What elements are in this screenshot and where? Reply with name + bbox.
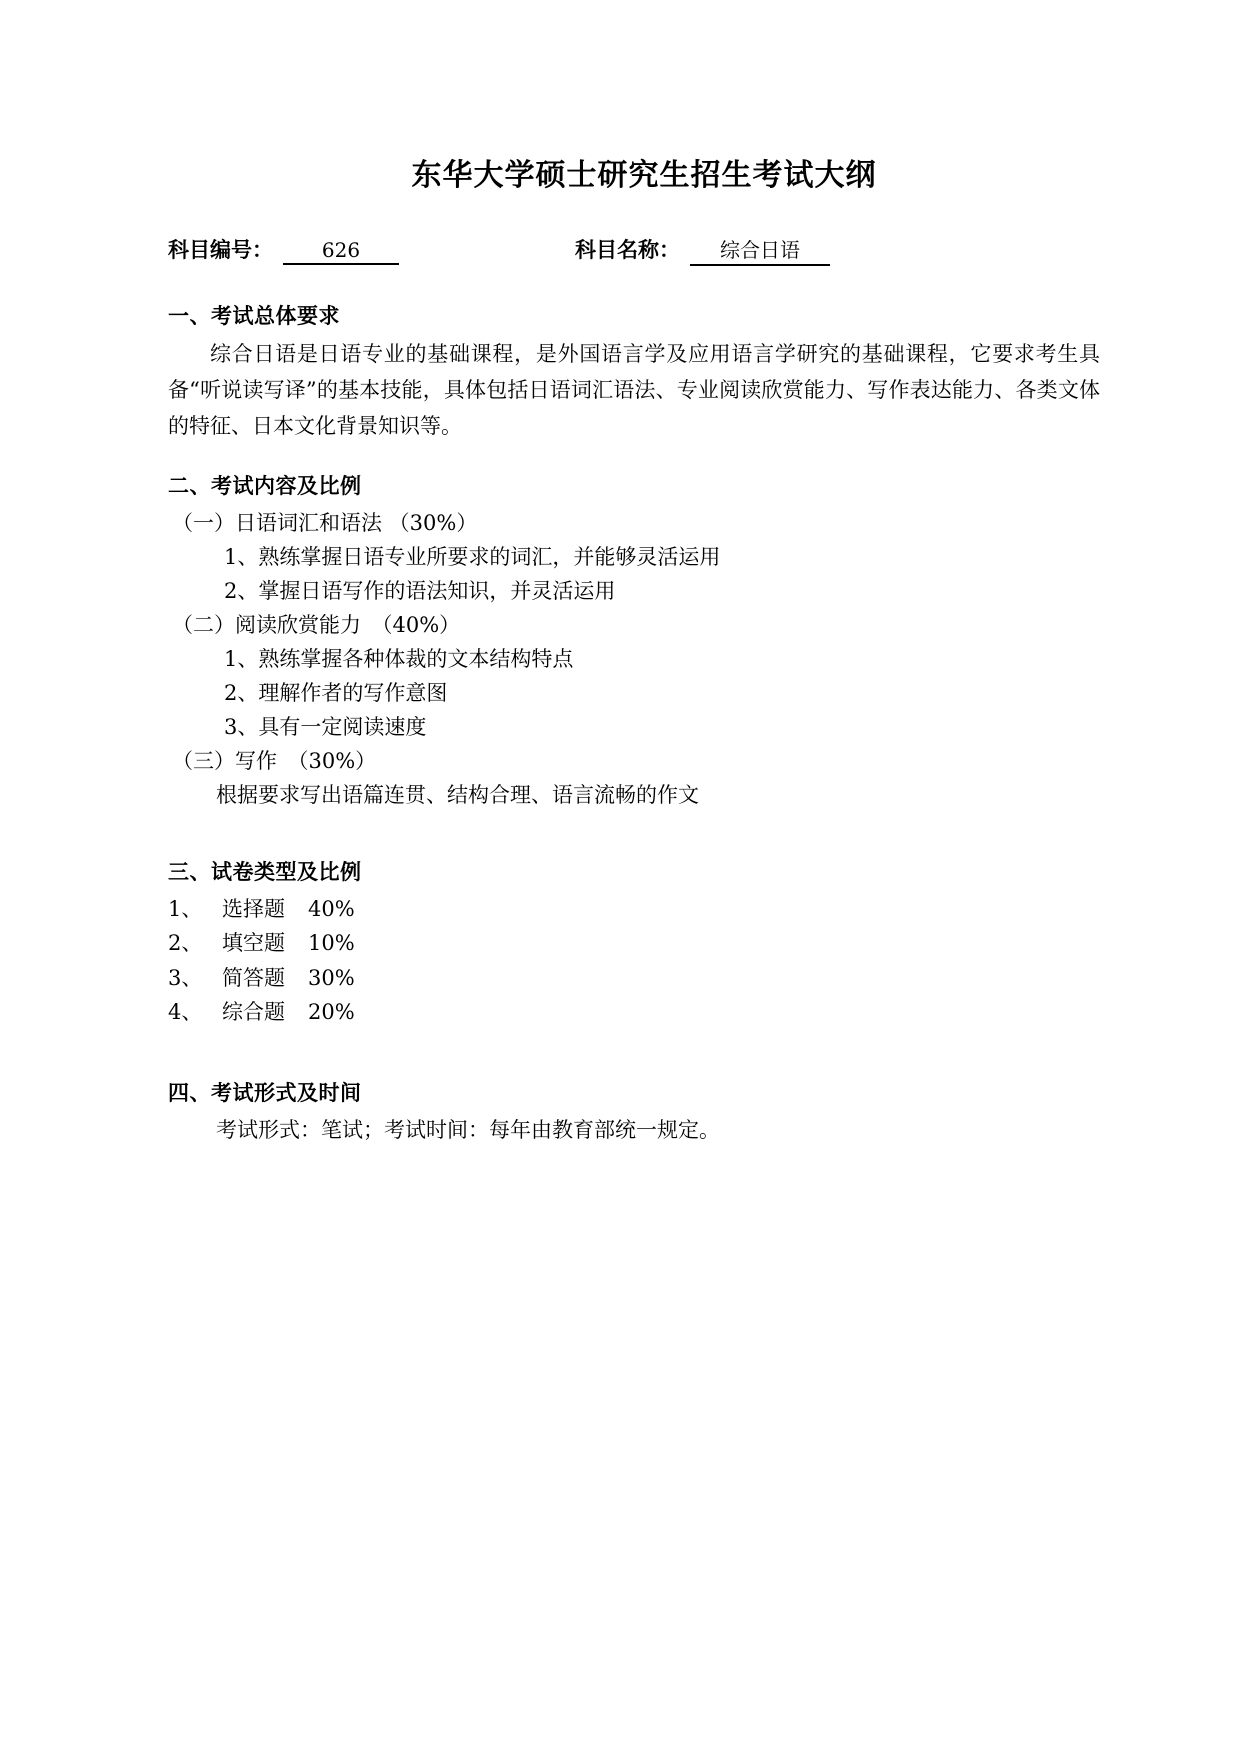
subject-meta-row: [168, 234, 1100, 266]
paper-type-number: 3、: [168, 965, 203, 990]
subject-name-block: [575, 234, 830, 266]
section-2-part-2-label: （二）阅读欣赏能力 （40%）: [172, 613, 461, 638]
section-2-part-1-item-2: 2、掌握日语写作的语法知识，并灵活运用: [224, 579, 616, 604]
section-heading-4: 四、考试形式及时间: [168, 1080, 362, 1105]
section-2-part-2-item-1: 1、熟练掌握各种体裁的文本结构特点: [224, 647, 574, 672]
section-2-part-2-item-3: 3、具有一定阅读速度: [224, 715, 427, 740]
page-title: 东华大学硕士研究生招生考试大纲: [411, 158, 877, 193]
paper-type-row: [168, 926, 1100, 960]
paper-type-row: [168, 961, 1100, 995]
paper-type-percent: 30%: [308, 965, 355, 990]
paper-type-row: [168, 995, 1100, 1029]
section-heading-1: 一、考试总体要求: [168, 304, 340, 328]
section-2-part-1-label: （一）日语词汇和语法 （30%）: [172, 511, 478, 536]
section-1-paragraph: 综合日语是日语专业的基础课程，是外国语言学及应用语言学研究的基础课程，它要求考生具备“听说读写译”的基本技能，具体包括日语词汇语法、专业阅读欣赏能力、写作表达能力、各类文体的特征、日本文化背景知识等。: [168, 342, 1100, 439]
section-heading-3: 三、试卷类型及比例: [168, 860, 362, 885]
paper-type-number: 1、: [168, 897, 203, 922]
subject-code-value: 626: [283, 238, 399, 265]
spacer: [168, 1029, 1100, 1051]
subject-name-label: 科目名称：: [575, 238, 680, 262]
subject-code-label: 科目编号：: [168, 238, 273, 262]
paper-type-percent: 20%: [308, 999, 355, 1024]
paper-type-name: 填空题: [222, 931, 285, 956]
paper-type-number: 2、: [168, 931, 203, 956]
paper-type-name: 综合题: [222, 999, 285, 1024]
paper-type-number: 4、: [168, 999, 203, 1024]
paper-type-row: [168, 892, 1100, 926]
section-2-part-3-label: （三）写作 （30%）: [172, 749, 377, 774]
section-heading-2: 二、考试内容及比例: [168, 474, 362, 499]
section-2-part-2-item-2: 2、理解作者的写作意图: [224, 681, 448, 706]
spacer: [168, 812, 1100, 830]
section-4-paragraph: 考试形式：笔试；考试时间：每年由教育部统一规定。: [216, 1117, 720, 1142]
paper-type-name: 简答题: [222, 965, 285, 990]
section-2-part-3-note: 根据要求写出语篇连贯、结构合理、语言流畅的作文: [216, 783, 699, 808]
paper-type-percent: 10%: [308, 931, 355, 956]
paper-type-percent: 40%: [308, 897, 355, 922]
paper-type-name: 选择题: [222, 897, 285, 922]
subject-code-block: [168, 234, 399, 265]
subject-name-value: 综合日语: [690, 234, 830, 266]
section-2-part-1-item-1: 1、熟练掌握日语专业所要求的词汇，并能够灵活运用: [224, 545, 721, 570]
